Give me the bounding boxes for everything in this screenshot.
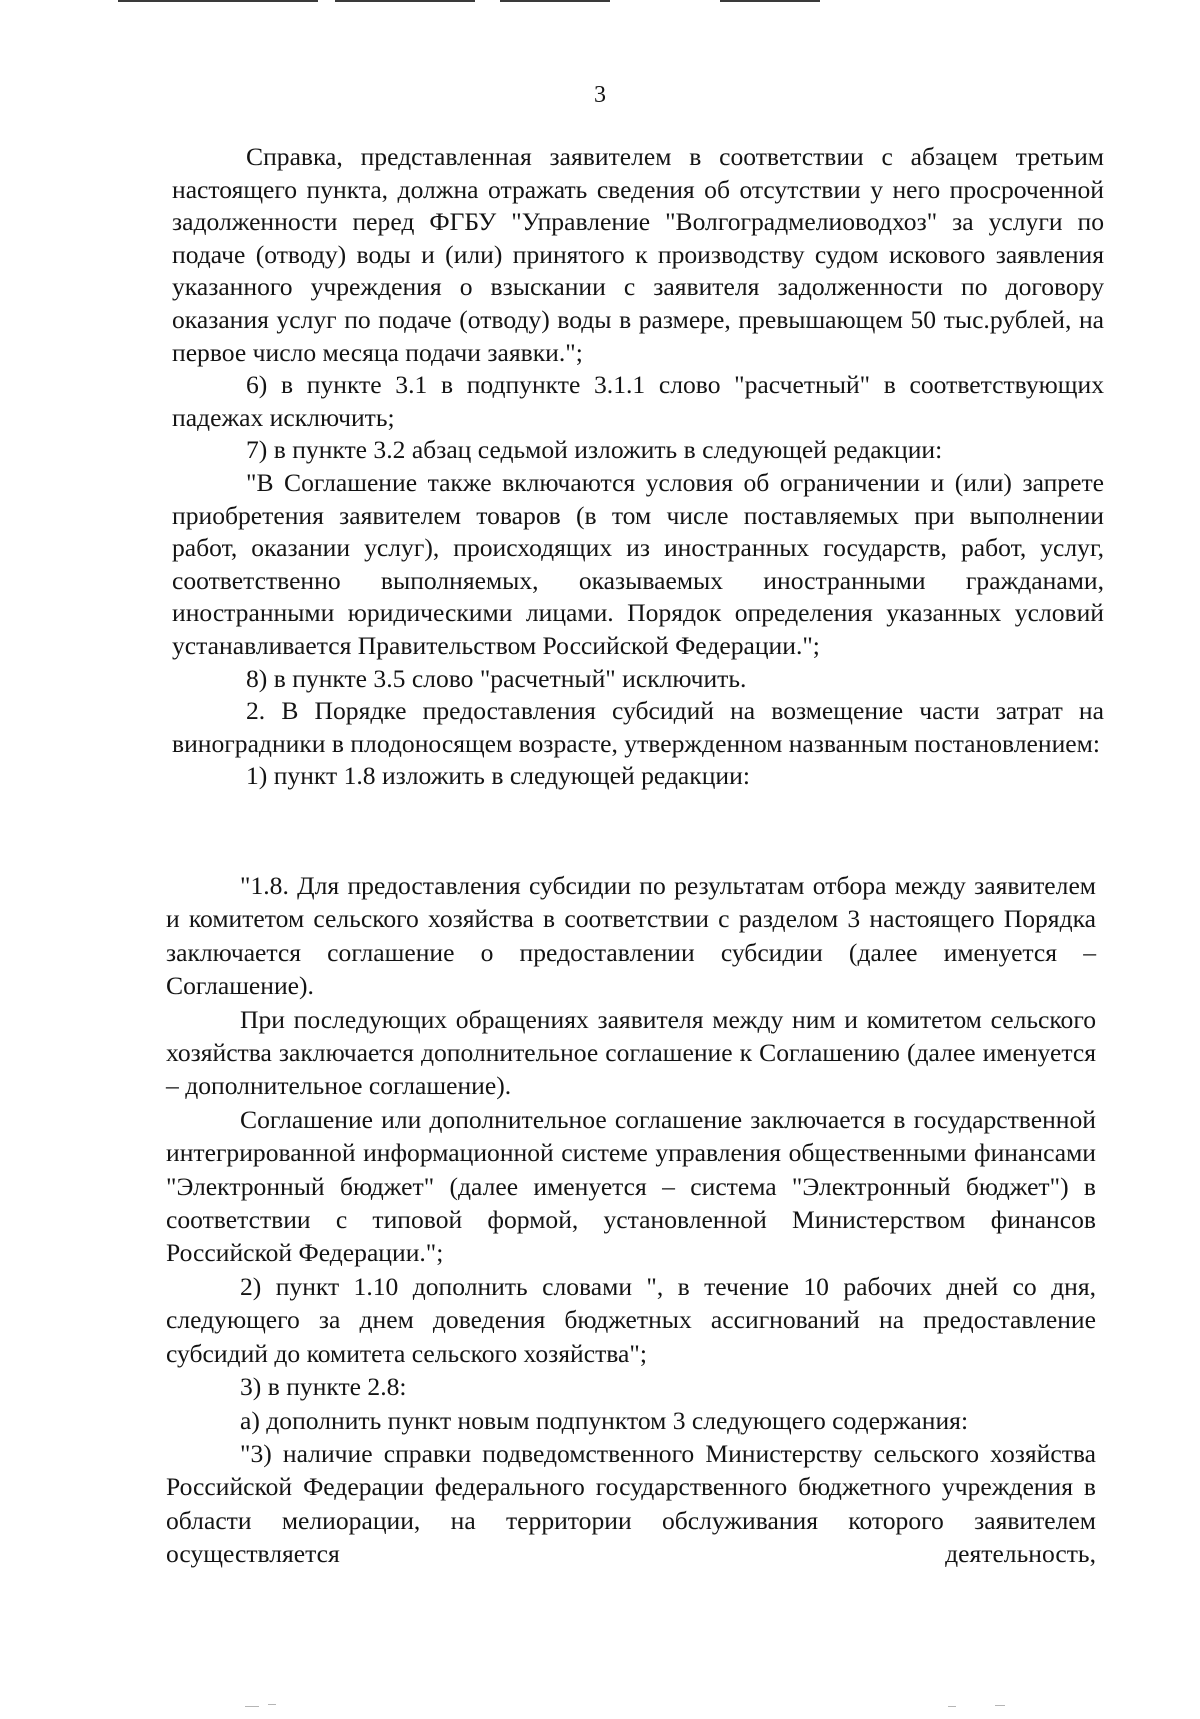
scan-speck: [995, 1705, 1005, 1706]
paragraph: а) дополнить пункт новым подпунктом 3 следующего содержания:: [240, 1405, 969, 1435]
scan-speck: [268, 1704, 276, 1705]
paragraph: 7) в пункте 3.2 абзац седьмой изложить в следующей редакции:: [246, 435, 943, 465]
paragraph: При последующих обращениях заявителя между ним и комитетом сельского хозяйства заключается дополнительное соглашение к Соглашению (далее именуется – дополнительное соглашение).: [166, 1004, 1096, 1101]
scan-edge-line: [118, 0, 318, 2]
scan-speck: [245, 1706, 259, 1707]
paragraph: 3) в пункте 2.8:: [240, 1372, 407, 1402]
scan-edge-line: [500, 0, 610, 2]
paragraph: Соглашение или дополнительное соглашение заключается в государственной интегрированной информационной системе управления общественными финансами "Электронный бюджет" (далее именуется – система "Электронный бюджет") в соответствии с типовой формой, установленной Министерством финансов Российской Федерации.";: [166, 1104, 1096, 1268]
paragraph: "В Соглашение также включаются условия об ограничении и (или) запрете приобретения заявителем товаров (в том числе поставляемых при выполнении работ, оказании услуг), происходящих из иностранных государств, работ, услуг, соответственно выполняемых, оказываемых иностранными гражданами, иностранными юридическими лицами. Порядок определения указанных условий устанавливается Правительством Российской Федерации.";: [172, 467, 1104, 660]
scan-edge-line: [720, 0, 820, 2]
scan-edge-line: [335, 0, 475, 2]
paragraph: Справка, представленная заявителем в соответствии с абзацем третьим настоящего пункта, должна отражать сведения об отсутствии у него просроченной задолженности перед ФГБУ "Управление "Волгоградмелиоводхоз" за услуги по подаче (отводу) воды и (или) принятого к производству судом искового заявления указанного учреждения о взыскании с заявителя задолженности по договору оказания услуг по подаче (отводу) воды в размере, превышающем 50 тыс.рублей, на первое число месяца подачи заявки.";: [172, 142, 1104, 367]
paragraph: 8) в пункте 3.5 слово "расчетный" исключить.: [246, 663, 747, 693]
paragraph: 2. В Порядке предоставления субсидий на возмещение части затрат на виноградники в плодоносящем возрасте, утвержденном названным постановлением:: [172, 696, 1104, 758]
scan-speck: [948, 1706, 956, 1707]
body-text-upper: [172, 141, 1104, 793]
body-text-lower: [166, 869, 1096, 1571]
paragraph: 6) в пункте 3.1 в подпункте 3.1.1 слово "расчетный" в соответствующих падежах исключить;: [172, 370, 1104, 432]
paragraph: "3) наличие справки подведомственного Министерству сельского хозяйства Российской Федерации федерального государственного бюджетного учреждения в области мелиорации, на территории обслуживания которого заявителем осуществляется деятельность,: [166, 1438, 1096, 1569]
paragraph: "1.8. Для предоставления субсидии по результатам отбора между заявителем и комитетом сельского хозяйства в соответствии с разделом 3 настоящего Порядка заключается соглашение о предоставлении субсидии (далее именуется – Соглашение).: [166, 871, 1096, 1001]
page-number: 3: [594, 82, 606, 108]
paragraph: 2) пункт 1.10 дополнить словами ", в течение 10 рабочих дней со дня, следующего за днем доведения бюджетных ассигнований на предоставление субсидий до комитета сельского хозяйства";: [166, 1271, 1096, 1368]
paragraph: 1) пункт 1.8 изложить в следующей редакции:: [246, 761, 750, 791]
